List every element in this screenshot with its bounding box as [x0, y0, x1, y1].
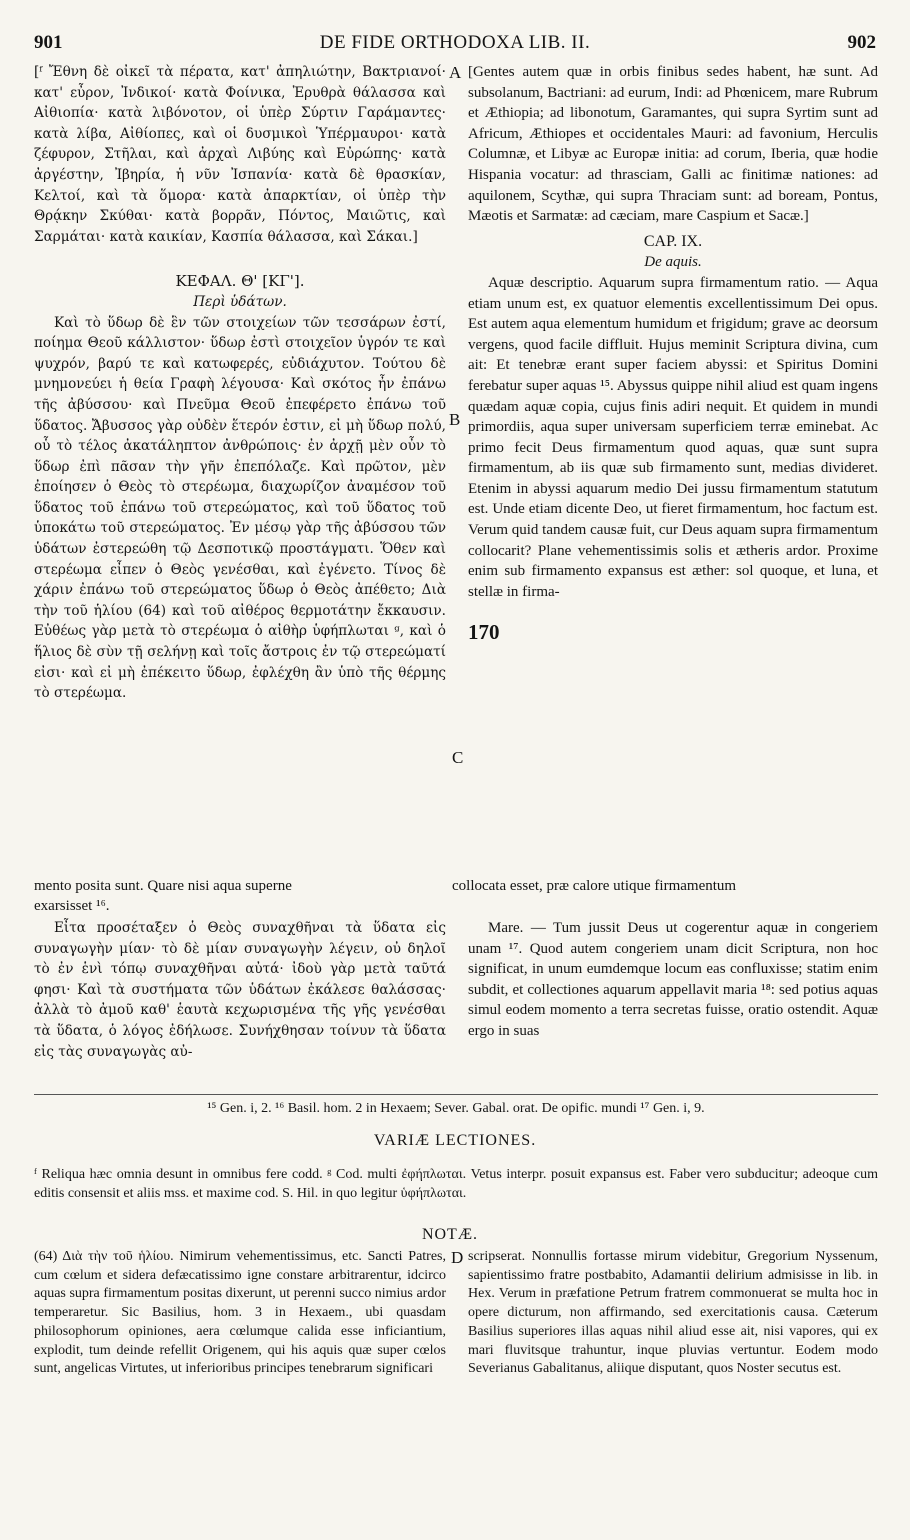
- spanning-latin-end: exarsisset ¹⁶.: [34, 898, 110, 914]
- greek-chapter-subtitle: Περὶ ὑδάτων.: [193, 293, 287, 310]
- margin-marker-b: B: [449, 410, 461, 429]
- greek-paragraph-peoples: [ᶠ Ἔθνη δὲ οἰκεῖ τὰ πέρατα, κατ' ἀπηλιώτην, Βακτριανοί· κατ' εὖρον, Ἰνδικοί· κατὰ Φοίνικα, Ἐρυθρὰ θάλασσα καὶ Αἰθιοπία· κατὰ λιβόνοτον, οἱ ὑπὲρ Σύρτιν Γαράμαντες· κατὰ λίβα, Αἰθίοπες, καὶ οἱ δυσμικοὶ Ὑπέρμαυροι· κατὰ ζέφυρον, Στῆλαι, καὶ ἀρχαὶ Λιβύης καὶ Εὐρώπης· κατὰ ἀργέστην, Ἰβηρία, ἡ νῦν Ἰσπανία· κατὰ δὲ θρασκίαν, Κελτοί, καὶ τὰ ὅμορα· κατὰ ἀπαρκτίαν, οἱ ὑπὲρ τὴν Θρᾴκην Σκύθαι· κατὰ βορρᾶν, Πόντος, Μαιῶτις, καὶ Σαρμάται· κατὰ καικίαν, Κασπία θάλασσα, καὶ Σάκαι.]: [34, 64, 446, 245]
- spanning-line-right: collocata esset, præ calore utique firmamentum: [452, 878, 737, 894]
- greek-paragraph-sea: Εἶτα προσέταξεν ὁ Θεὸς συναχθῆναι τὰ ὕδατα εἰς συναγωγὴν μίαν· τὸ δὲ μίαν συναγωγὴν λέγειν, οὐ δηλοῖ τὸ ἐν ἑνὶ τόπῳ συναχθῆναι αὐτά· ἰδοὺ γὰρ μετὰ ταῦτά φησι· Καὶ τὰ συστήματα τῶν ὑδάτων ἐκάλεσε θαλάσσας· ἀλλὰ τὸ ἀμοῦ καθ' ἑαυτὰ κεχωρισμένα τῆς γῆς γενέσθαι τὰ ὕδατα, ὁ λόγος ἐδήλωσε. Συνήχθησαν τοίνυν τὰ ὕδατα εἰς τὰς συναγωγὰς αὐ-: [34, 920, 446, 1060]
- notae-title: NOTÆ.: [421, 1226, 479, 1243]
- spanning-latin-line: [34, 876, 878, 896]
- footnotes: ¹⁵ Gen. i, 2. ¹⁶ Basil. hom. 2 in Hexaem; Sever. Gabal. orat. De opific. mundi ¹⁷ Gen. i, 9.: [207, 1101, 705, 1116]
- running-head: [30, 32, 880, 58]
- variae-lectiones-text: ᶠ Reliqua hæc omnia desunt in omnibus fere codd. ᵍ Cod. multi ἐφήπλωται. Vetus interpr. posuit expansus est. Faber vero subducitur; adeoque cum editis consensit et aliis mss. et maxime cod. S. Hil. in quo legitur ὑφήπλωται.: [34, 1167, 878, 1201]
- margin-marker-d: D: [451, 1248, 464, 1267]
- footnote-divider: [34, 1094, 878, 1095]
- latin-chapter-heading: CAP. IX.: [643, 232, 703, 250]
- page-number-left: 901: [34, 32, 63, 53]
- variae-lectiones-title: VARIÆ LECTIONES.: [373, 1132, 537, 1149]
- greek-chapter-heading: ΚΕΦΑΛ. Θ' [ΚΓ'].: [175, 272, 305, 291]
- latin-paragraph-peoples: [Gentes autem quæ in orbis finibus sedes habent, hæ sunt. Ad subsolanum, Bactriani: ad eurum, Indi: ad Phœnicem, mare Rubrum et Æthiopia; ad libonotum, Garamantes, qui supra Syrtim sunt ad Africum, Æthiopes et occidentales Mauri: ad favonium, Herculis Columnæ, et Libyæ ac Europæ initia: ad corum, Iberia, quæ hodie Hispania vocatur: ad thrasciam, Galli ac finitimæ nationes: ad aquilonem, Scythæ, qui supra Thraciam sunt: ad boream, Pontus, Mæotis et Sarmatæ: ad cæciam, mare Caspium et Sacæ.]: [468, 64, 878, 225]
- margin-marker-a: A: [449, 63, 462, 82]
- running-title: DE FIDE ORTHODOXA LIB. II.: [319, 32, 591, 53]
- greek-column: [34, 62, 446, 704]
- greek-paragraph-waters: Καὶ τὸ ὕδωρ δὲ ἓν τῶν στοιχείων τῶν τεσσάρων ἐστί, ποίημα Θεοῦ κάλλιστον· ὕδωρ ἐστὶ στοιχεῖον ὑγρόν τε καὶ ψυχρόν, βαρύ τε καὶ κατωφερές, εὐδιάχυτον. Τούτου δὲ μνημονεύει ἡ θεία Γραφὴ λέγουσα· Καὶ σκότος ἦν ἐπάνω τῆς ἀβύσσου· καὶ Πνεῦμα Θεοῦ ἐπεφέρετο ἐπάνω τοῦ ὕδατος. Ἄβυσσος γὰρ οὐδὲν ἕτερόν ἐστιν, εἰ μὴ ὕδωρ πολύ, οὗ τὸ τέλος ἀκατάληπτον ἀνθρώποις· ἐν ἀρχῇ μὲν οὖν τὸ ὕδωρ ἐπὶ πᾶσαν τὴν γῆν ἐπεπόλαζε. Καὶ πρῶτον, μὲν ἐποίησεν ὁ Θεὸς τὸ στερέωμα, διαχωρίζον ἀναμέσον τοῦ ὕδατος τοῦ ἐπάνω τοῦ στερεώματος, καὶ τοῦ ὕδατος τοῦ ὑποκάτω τοῦ στερεώματος. Ἐν μέσῳ γὰρ τῆς ἀβύσσου τῶν ὑδάτων ἐστερεώθη τῷ Δεσποτικῷ προστάγματι. Ὅθεν καὶ στερέωμα εἶπεν ὁ Θεὸς γενέσθαι, καὶ ἐγένετο. Τίνος δὲ χάριν ἐπάνω τοῦ στερεώματος ὕδωρ ὁ Θεὸς ἀπέθετο; Διὰ τὴν τοῦ ἡλίου (64) καὶ τοῦ αἰθέρος θερμοτάτην ἔκκαυσιν. Εὐθέως γὰρ μετὰ τὸ στερέωμα ὁ αἰθὴρ ὑφήπλωται ᵍ, καὶ ὁ ἥλιος δὲ σὺν τῇ σελήνῃ καὶ τοῖς ἄστροις ἐν τῷ στερεώματί εἰσι· καὶ εἰ μὴ ἐπέκειτο ὕδωρ, ἐφλέχθη ἂν ὑπὸ τῆς θέρμης τὸ στερέωμα.: [34, 314, 446, 702]
- latin-chapter-subtitle: De aquis.: [644, 254, 702, 271]
- notae-left-column: [34, 1248, 446, 1379]
- latin-paragraph-sea: Mare. — Tum jussit Deus ut cogerentur aquæ in congeriem unam ¹⁷. Quod autem congeriem unam dicit Scriptura, non hoc significat, in unum eumdemque locum eas confluxisse; statim enim subdit, et collectiones aquarum appellavit maria ¹⁸: sed potius aquas simul eodem momento a terra secretas fuisse, oratio ostendit. Aquæ ergo in suas: [468, 920, 878, 1039]
- margin-marker-c: C: [452, 748, 464, 767]
- notae-left-text: (64) Διὰ τὴν τοῦ ἡλίου. Nimirum vehementissimus, etc. Sancti Patres, cum cœlum et sidera defæcatissimo igne constare arbitrarentur, idcirco aquas supra firmamentum positas dixerunt, ut perenni succo nimius ardor temperaretur. Sic Basilius, hom. 3 in Hexaem., ubi quasdam philosophorum opiniones, aera cœlumque calida esse inficiantium, explodit, tum deinde refellit Origenem, qui his aquis quæ super cœlos sunt, angelicas Virtutes, ut inferioribus principes tenebrarum significari: [34, 1249, 446, 1377]
- latin-column-continued: [468, 918, 878, 1042]
- page-number-right: 902: [847, 32, 876, 53]
- notae-right-column: [468, 1248, 878, 1379]
- column-number-170: 170: [468, 620, 500, 644]
- latin-column: [468, 62, 878, 602]
- greek-column-continued: [34, 918, 446, 1062]
- spanning-line-left: mento posita sunt. Quare nisi aqua superne: [34, 878, 292, 894]
- notae-right-text: scripserat. Nonnullis fortasse mirum videbitur, Gregorium Nyssenum, sapientissimo fratre postbabito, Adamantii delirium admisisse in lib. in Hex. Verum in præfatione Petrum fratrem commonuerat se multa hoc in opere dicturum, non affirmando, sed exercitationis causa. Cæterum Basilius superiores illas aquas nihil aliud esse ait, nisi vapores, qui ex mari fluvitsque trahuntur, inque pluvias vertuntur. Eodem modo Severianus Gabalitanus, aliique disputant, quos Noster secutus est.: [468, 1249, 878, 1377]
- latin-paragraph-waters: Aquæ descriptio. Aquarum supra firmamentum ratio. — Aqua etiam unum est, ex quatuor elementis excellentissimum Dei opus. Est autem aqua elementum humidum et frigidum; grave ac deorsum vergens, quod facile diffluit. Hujus meminit Scriptura divina, cum ait: Et tenebræ erant super faciem abyssi: et Spiritus Domini ferebatur super aquas ¹⁵. Abyssus quippe nihil aliud est quam ingens quædam aquæ copia, cujus finis adiri nequit. Et quidem in mundi primordiis, aqua super universam superficiem terræ eminebat. Ac primo fecit Deus firmamentum quod aquas, quæ sunt supra firmamentum, ab iis quæ sub firmamento sunt, medias divideret. Etenim in abyssi aquarum medio Dei jussu firmamentum statutum est. Unde etiam dicente Deo, ut fieret firmamentum, hoc factum est. Verum quid tandem causæ fuit, cur Deus aquam supra firmamentum collocarit? Plane vehementissimis solis et ætheris ardor. Proxime enim sub firmamento expansus est æther: sol quoque, et luna, et stellæ in firma-: [468, 274, 878, 600]
